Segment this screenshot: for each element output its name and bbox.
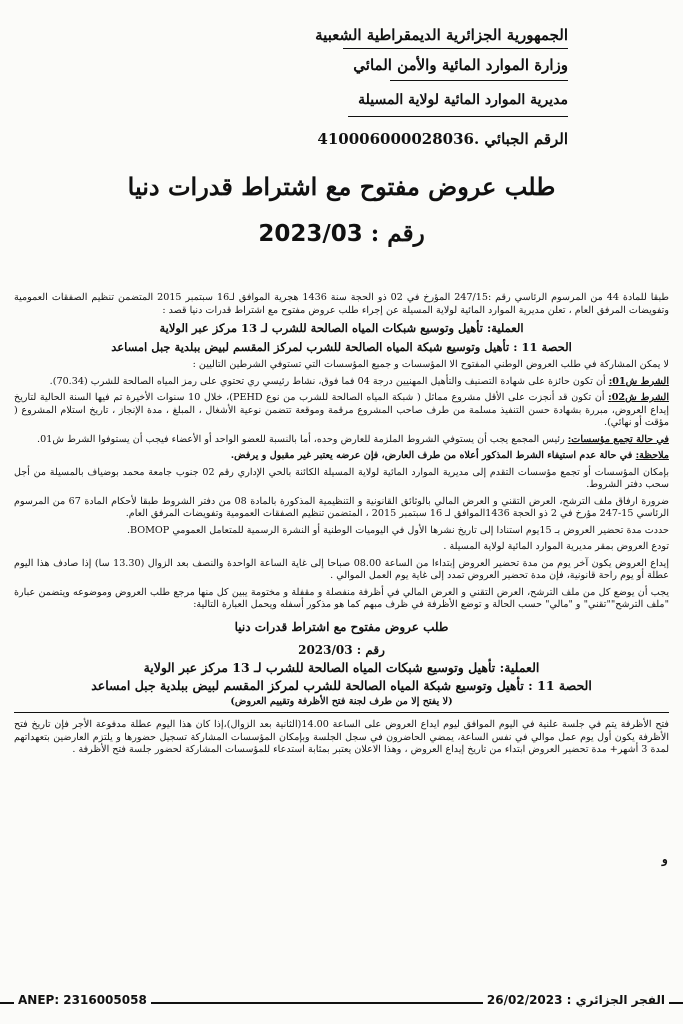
note [14, 450, 669, 463]
header-underline [343, 48, 568, 49]
condition-1 [14, 376, 669, 389]
footer [0, 992, 683, 1014]
condition-2 [14, 392, 669, 430]
paragraph-envelopes: يجب أن يوضع كل من ملف الترشح، العرض التقني و العرض المالي في أظرفة منفصلة و مقفلة و مختومة يبين كل منها مرجع طلب العروض وموضوعه ويتضمن عبارة "ملف الترشح""تقني" و "مالي" حسب الحالة و توضع الأظرفة في ظرف مبهم كما هو مذكور أسفله ويحمل العبارة التالية: [14, 586, 670, 610]
condition-2-text: أن تكون قد أنجزت على الأقل مشروع مماثل ( شبكة المياه الصالحة للشرب من نوع PEHD)، خلال 10 سنوات الأخيرة تم فيها السنة الحالية لتاريخ إيداع العروض، مبررة بشهادة حسن التنفيذ مسلمة من طرف صاحب المشروع مرقمة وموقعة تتضمن نوعية الأشغال ، المبلغ ، مدة الإنجاز ، تاريخ استلام المشروع ( مؤقت أو نهائي). [14, 392, 669, 428]
paragraph-legal-basis: طبقا للمادة 44 من المرسوم الرئاسي رقم :247/15 المؤرخ في 02 ذو الحجة سنة 1436 هجرية الموافق لـ16 سبتمبر 2015 المتضمن تنظيم الصفقات العمومية وتفويضات المرفق العام ، تعلن مديرية الموارد المائية لولاية المسيلة عن إجراء طلب عروض مفتوح مع اشتراط قدرات دنيا قصد : [14, 292, 670, 316]
anep-number: ANEP: 2316005058 [14, 993, 151, 1007]
reference-label: رقم : [370, 220, 425, 247]
group-label: في حالة تجمع مؤسسات: [567, 433, 669, 445]
section-divider [14, 712, 669, 713]
condition-1-label: الشرط ش01: [608, 375, 669, 387]
paragraph-opening: فتح الأظرفة يتم في جلسة علنية في اليوم الموافق ليوم ايداع العروض على الساعة 14.00(الثانية بعد الزوال)،إذا كان هذا اليوم عطلة مدفوعة الأجر فإن تاريخ فتح الأظرفة يكون أول يوم عمل موالي في نفس الساعة، يمضي الحاضرون في سجل الجلسة وبإمكان المؤسسات المشاركة تسجيل حضورها و يلتزم العارضين بتعهداتهم لمدة 3 أشهر+ مدة تحضير العروض ابتداء من تاريخ إيداع العروض ، وهذا الاعلان يعتبر بمثابة استدعاء للمؤسسات المشاركة لحضور جلسة فتح الأظرفة . [14, 719, 669, 755]
reference-value: 2023/03 [258, 221, 363, 247]
header-underline [390, 80, 568, 81]
envelope-lot: الحصة 11 : تأهيل وتوسيع شبكة المياه الصالحة للشرب لمركز المقسم لبيض ببلدية جبل امساعد [91, 677, 592, 693]
operation-line: العملية: تأهيل وتوسيع شبكات المياه الصالحة للشرب لـ 13 مركز عبر الولاية [159, 321, 524, 335]
envelope-title: طلب عروض مفتوح مع اشتراط قدرات دنيا [234, 619, 449, 634]
newspaper-date: الفجر الجزائري : 26/02/2023 [483, 993, 669, 1007]
group-text: رئيس المجمع يجب أن يستوفي الشروط الملزمة للعارض وحده، أما بالنسبة للعضو الواحد أو الأعضاء فيجب أن يستوفوا الشرط ش01. [37, 433, 568, 445]
ministry-header: وزارة الموارد المائية والأمن المائي [353, 56, 568, 74]
paragraph-duration: حددت مدة تحضير العروض بـ 15يوم استنادا إلى تاريخ نشرها الأول في اليوميات الوطنية أو النشرة الرسمية للمتعامل العمومي BOMOP. [126, 524, 669, 536]
tax-id: الرقم الجبائي .410006000028036 [317, 130, 568, 148]
group-clause [14, 434, 669, 447]
condition-1-text: أن تكون حائزة على شهادة التصنيف والتأهيل المهنيين درجة 04 فما فوق، نشاط رئيسي ري تحتوي على رمز المياه الصالحة للشرب (70.34). [49, 375, 609, 387]
paragraph-eligibility: لا يمكن المشاركة في طلب العروض الوطني المفتوح الا المؤسسات و جميع المؤسسات التي تستوفي الشرطين التاليين : [192, 359, 669, 370]
margin-mark: و [662, 852, 668, 866]
paragraph-deposit-place: تودع العروض بمقر مديرية الموارد المائية لولاية المسيلة . [443, 541, 669, 552]
republic-header: الجمهورية الجزائرية الديمقراطية الشعبية [315, 26, 568, 44]
reference-number [0, 220, 683, 247]
paragraph-documents: ضرورة ارفاق ملف الترشح، العرض التقني و العرض المالي بالوثائق القانونية و التنظيمية المذكورة بالمادة 08 من دفتر الشروط طبقا لأحكام المادة 67 من المرسوم الرئاسي 15-247 مؤرخ في 2 ذو الحجة 1436الموافق لـ 16 سبتمبر 2015 ، المتضمن تنظيم الصفقات العمومية وتفويضات المرفق العام. [14, 495, 669, 519]
paragraph-deposit-time: إيداع العروض يكون آخر يوم من مدة تحضير العروض إبتداءا من الساعة 08.00 صباحا إلى غاية الساعة الواحدة والنصف بعد الزوال (13.30 سا) إذا صادف هذا اليوم عطلة أو يوم راحة قانونية، فإن مدة تحضير العروض تمدد إلى غاية يوم العمل الموالي . [14, 557, 669, 581]
envelope-operation: العملية: تأهيل وتوسيع شبكات المياه الصالحة للشرب لـ 13 مركز عبر الولاية [143, 659, 540, 675]
note-label: ملاحظة: [635, 450, 669, 461]
paragraph-withdraw: بإمكان المؤسسات أو تجمع مؤسسات التقدم إلى مديرية الموارد المائية لولاية المسيلة الكائنة بالحي الإداري رقم 02 جنوب جامعة محمد بوضياف بالمسيلة من أجل سحب دفتر الشروط. [14, 466, 669, 490]
header-underline [348, 116, 568, 117]
note-text: في حالة عدم استيفاء الشرط المذكور أعلاه من طرف العارض، فإن عرضه يعتبر غير مقبول و يرفض. [230, 450, 636, 461]
envelope-ref: رقم : 2023/03 [298, 642, 385, 657]
lot-line: الحصة 11 : تأهيل وتوسيع شبكة المياه الصالحة للشرب لمركز المقسم لبيض ببلدية جبل امساعد [111, 340, 572, 354]
envelope-note: (لا يفتح إلا من طرف لجنة فتح الأظرفة وتقييم العروض) [230, 695, 453, 707]
document-title: طلب عروض مفتوح مع اشتراط قدرات دنيا [127, 172, 556, 201]
condition-2-label: الشرط ش02: [608, 392, 669, 403]
directorate-header: مديرية الموارد المائية لولاية المسيلة [358, 92, 568, 108]
announcement-body [14, 292, 669, 761]
